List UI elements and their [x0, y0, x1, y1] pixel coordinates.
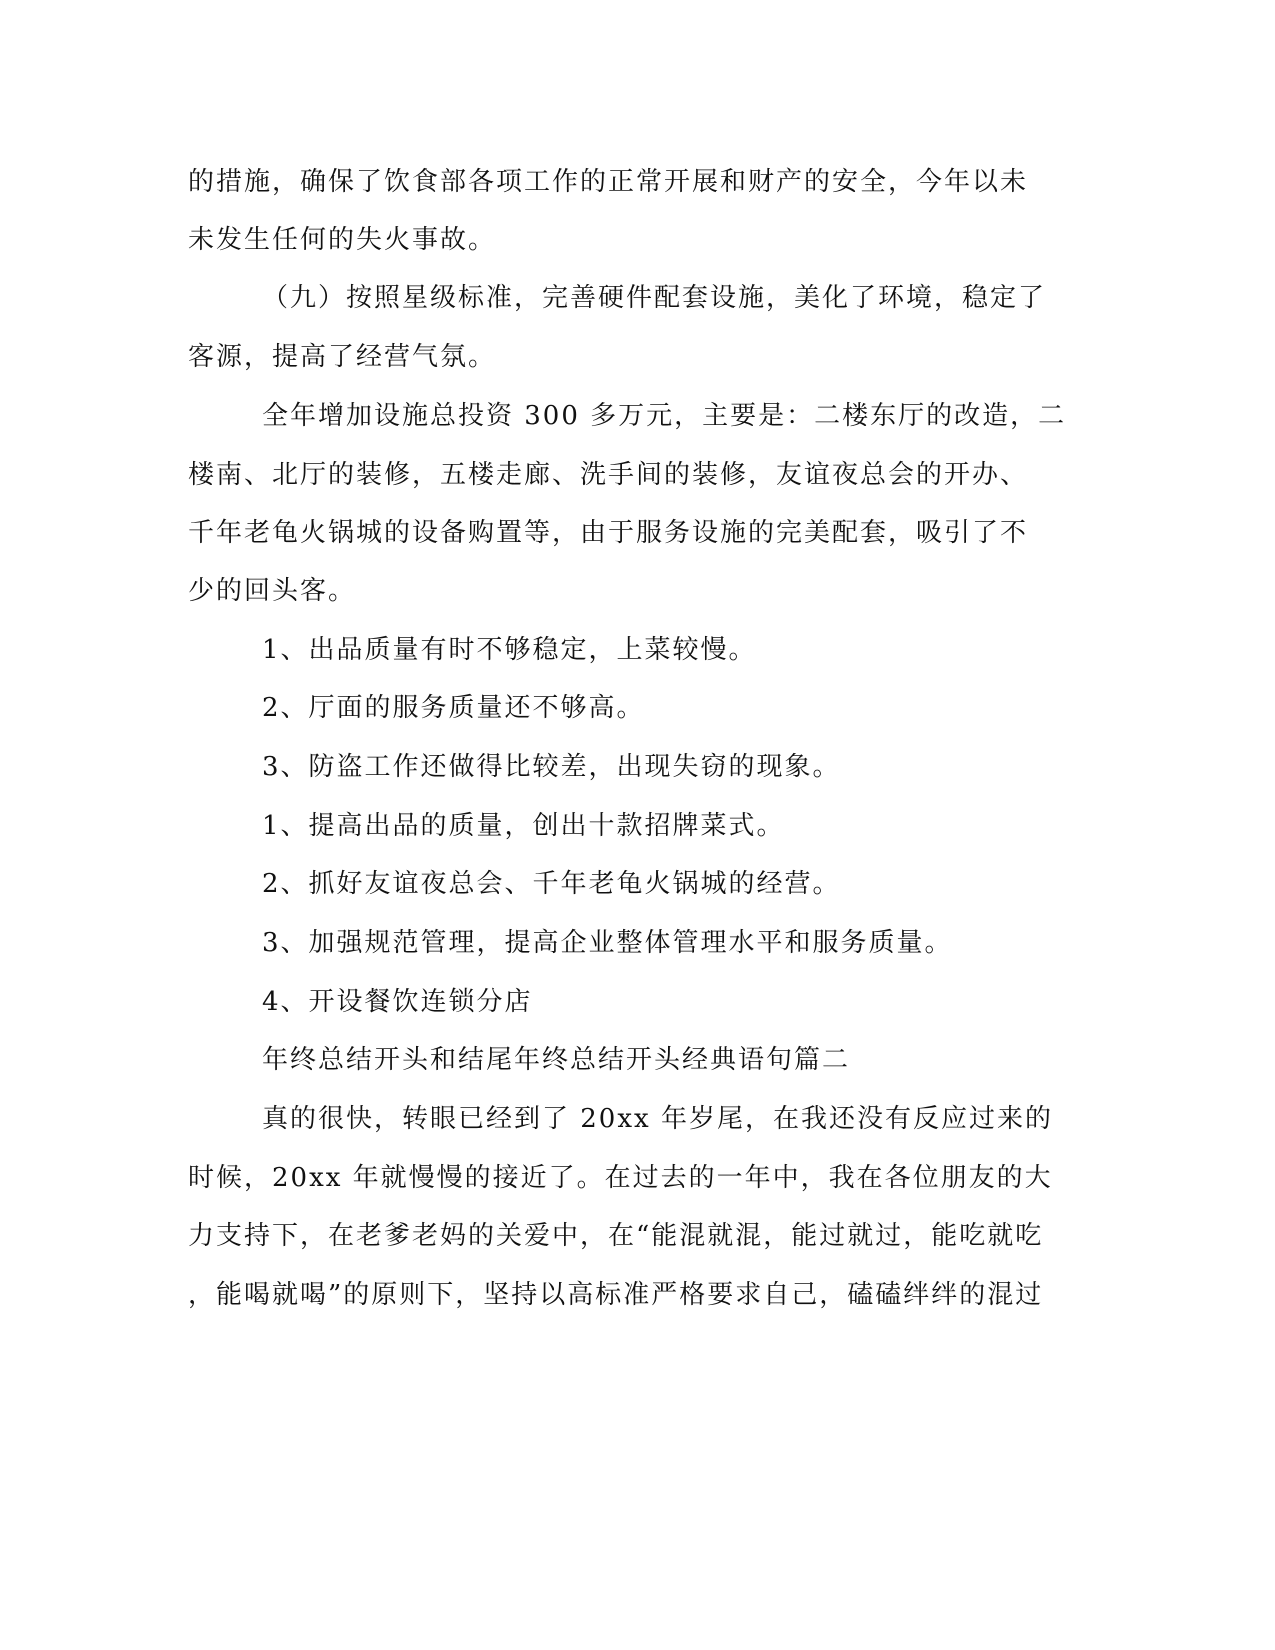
- list-item: 1、提高出品的质量，创出十款招牌菜式。: [262, 811, 785, 841]
- list-item: 1、出品质量有时不够稳定，上菜较慢。: [262, 635, 757, 665]
- text-line: 千年老龟火锅城的设备购置等，由于服务设施的完美配套，吸引了不: [188, 518, 1029, 548]
- text-line: 的措施，确保了饮食部各项工作的正常开展和财产的安全，今年以未: [188, 167, 1029, 197]
- text-line: 时候，20xx 年就慢慢的接近了。在过去的一年中，我在各位朋友的大: [188, 1163, 1053, 1193]
- text-line: 真的很快，转眼已经到了 20xx 年岁尾，在我还没有反应过来的: [262, 1104, 1053, 1134]
- text-line: ，能喝就喝”的原则下，坚持以高标准严格要求自己，磕磕绊绊的混过: [188, 1280, 1044, 1310]
- text-line: 楼南、北厅的装修，五楼走廊、洗手间的装修，友谊夜总会的开办、: [188, 460, 1029, 490]
- list-item: 2、厅面的服务质量还不够高。: [262, 693, 645, 723]
- list-item: 3、防盗工作还做得比较差，出现失窃的现象。: [262, 752, 841, 782]
- text-line: 未发生任何的失火事故。: [188, 225, 497, 255]
- text-line: 力支持下，在老爹老妈的关爱中，在“能混就混，能过就过，能吃就吃: [188, 1221, 1044, 1251]
- text-line: 少的回头客。: [188, 576, 357, 606]
- list-item: 2、抓好友谊夜总会、千年老龟火锅城的经营。: [262, 869, 841, 899]
- text-line: 全年增加设施总投资 300 多万元，主要是：二楼东厅的改造，二: [262, 401, 1067, 431]
- list-item: 3、加强规范管理，提高企业整体管理水平和服务质量。: [262, 928, 953, 958]
- text-line: 客源，提高了经营气氛。: [188, 342, 497, 372]
- text-line: （九）按照星级标准，完善硬件配套设施，美化了环境，稳定了: [262, 283, 1047, 313]
- section-heading: 年终总结开头和结尾年终总结开头经典语句篇二: [262, 1045, 851, 1075]
- list-item: 4、开设餐饮连锁分店: [262, 987, 533, 1017]
